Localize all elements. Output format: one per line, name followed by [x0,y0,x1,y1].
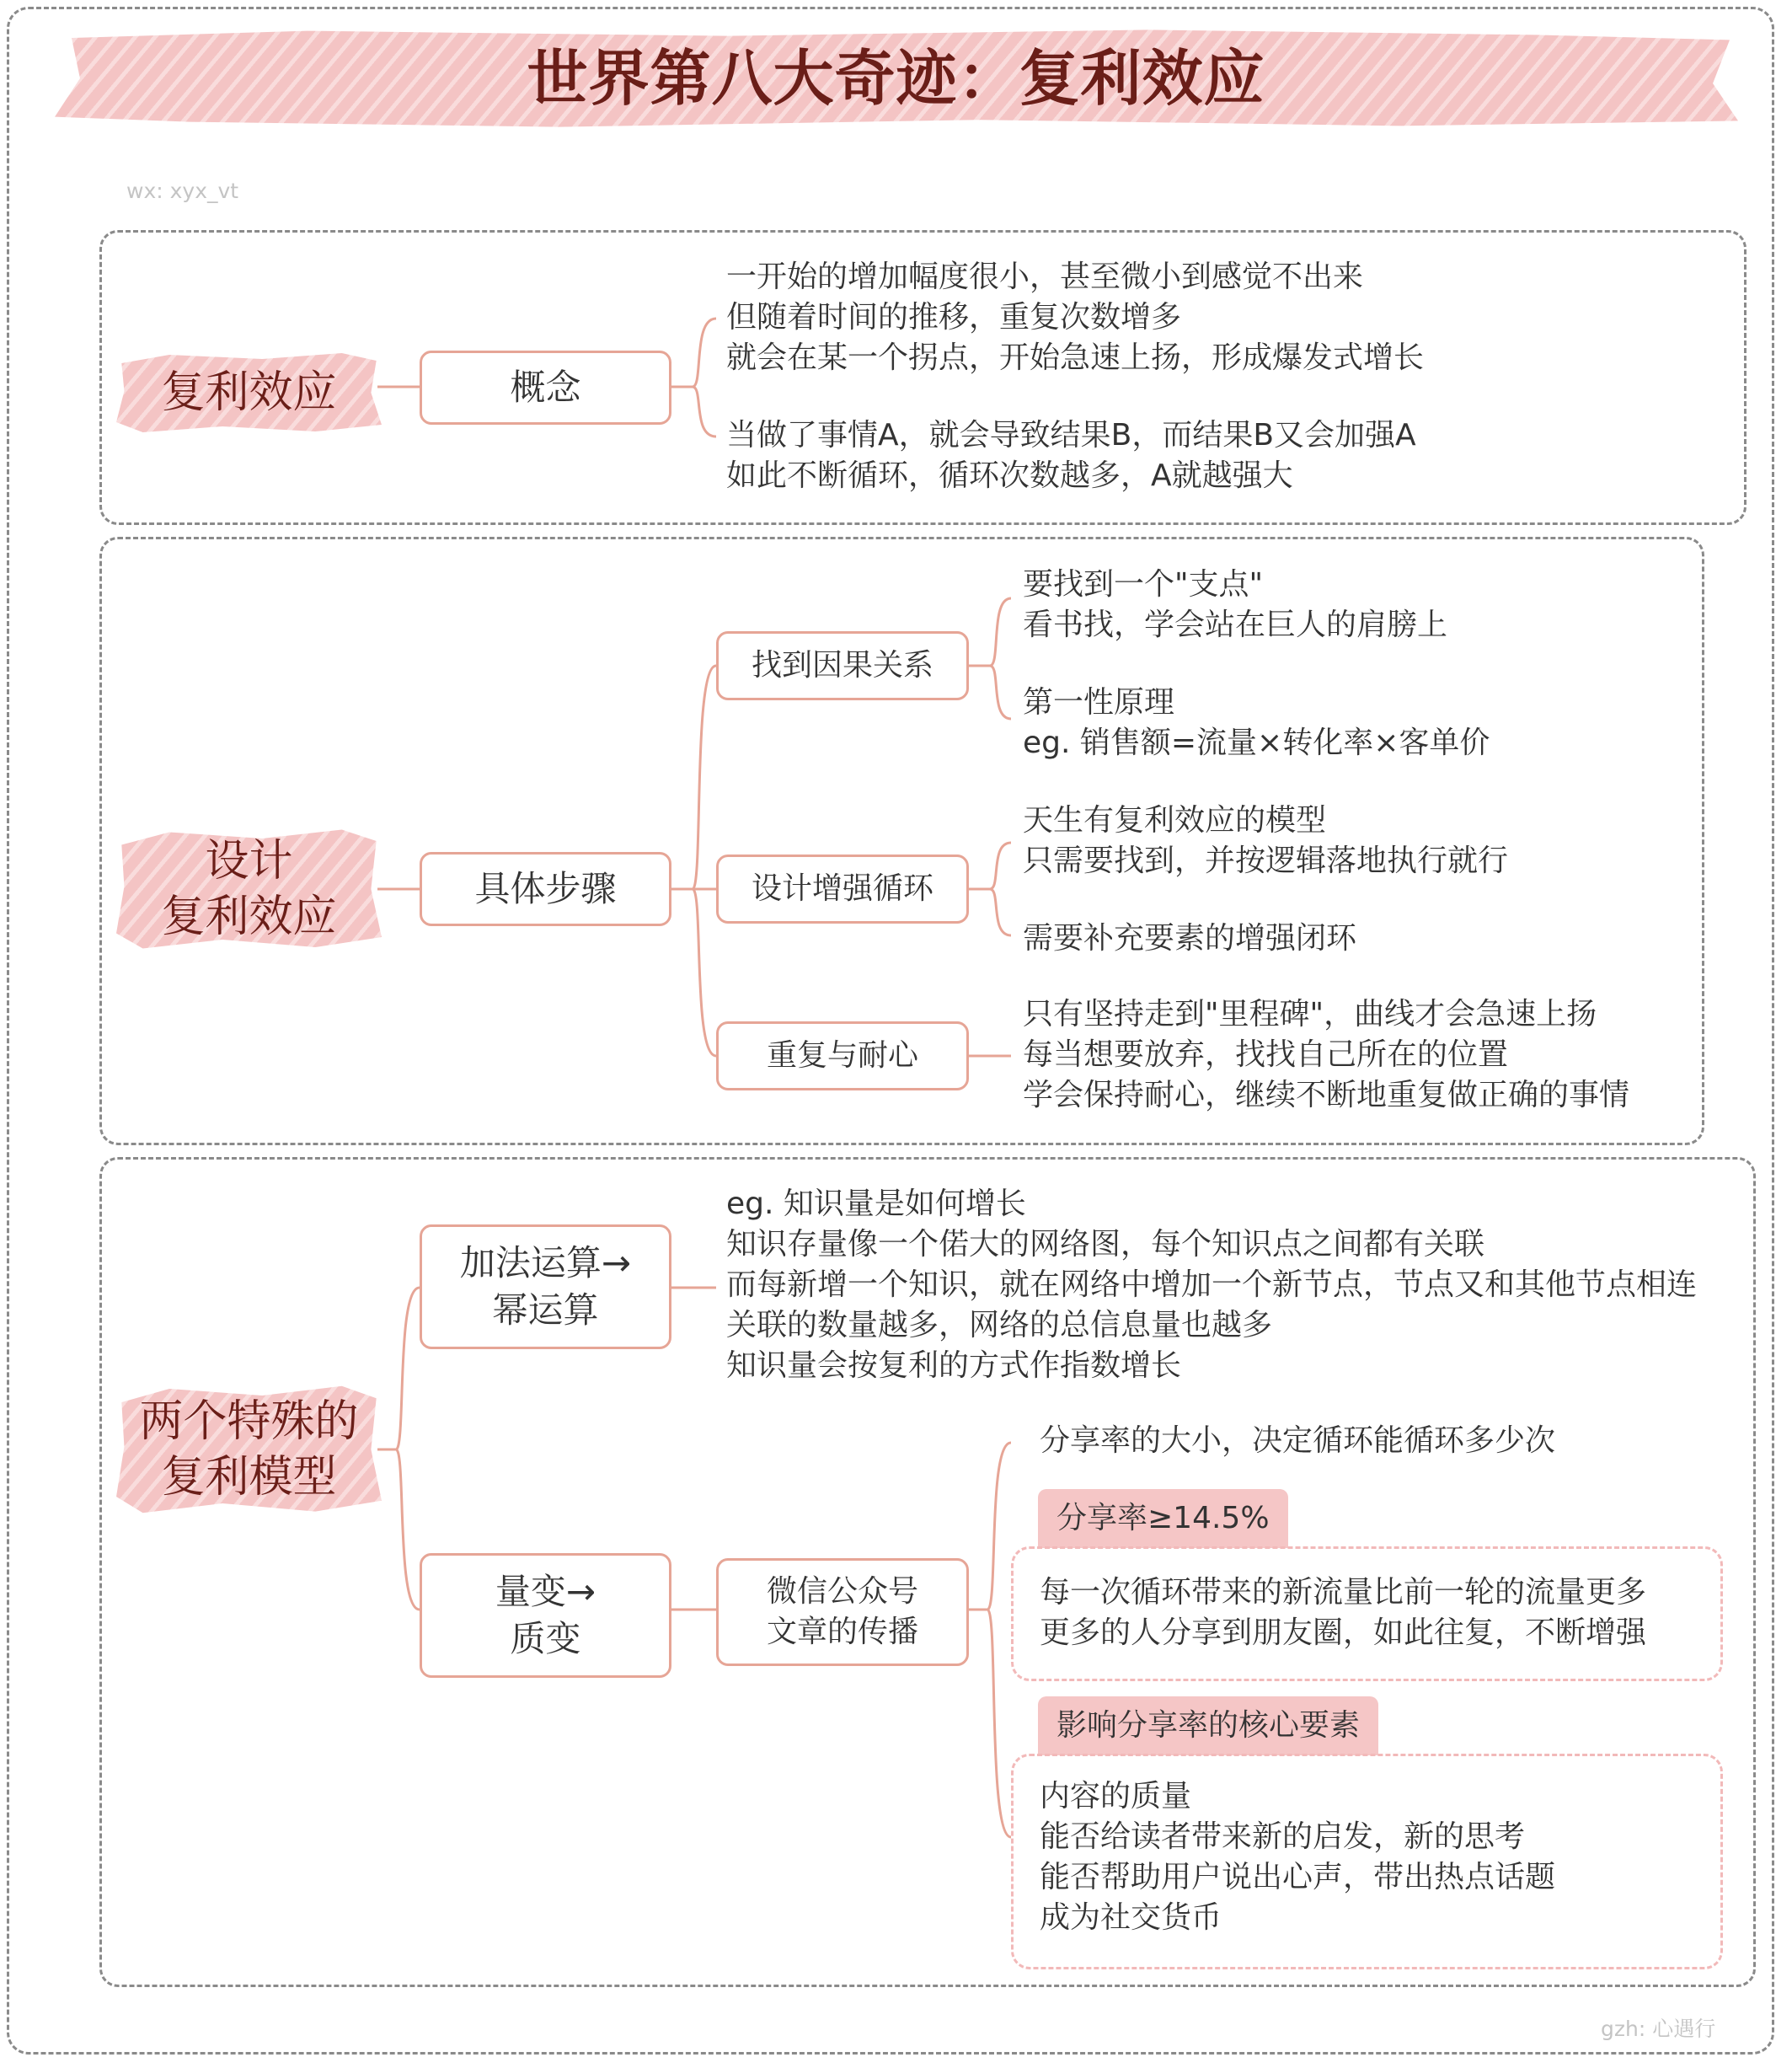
root-topic-two-models [116,1382,382,1517]
subnode-label-line1: 微信公众号 [766,1574,918,1609]
subnode-label: 找到因果关系 [751,648,933,683]
subnode-label: 重复与耐心 [766,1038,918,1073]
tag-core-factors: 影响分享率的核心要素 [1038,1696,1378,1755]
leaf-growth-loop-text [1040,1572,1646,1653]
text-line: 第一性原理 [1023,685,1175,720]
leaf-knowledge-growth-text [726,1184,1697,1386]
leaf-find-causality-text [1023,565,1490,763]
text-line: 只有坚持走到"里程碑"，曲线才会急速上扬 [1023,997,1597,1031]
text-line: 分享率的大小，决定循环能循环多少次 [1040,1423,1556,1458]
text-line: 每一次循环带来的新流量比前一轮的流量更多 [1040,1575,1647,1610]
watermark-top: wx: xyx_vt [126,179,239,203]
text-line: 每当想要放弃，找找自己所在的位置 [1023,1037,1509,1072]
text-line: 学会保持耐心，继续不断地重复做正确的事情 [1023,1078,1630,1112]
text-line: 就会在某一个拐点，开始急速上扬，形成爆发式增长 [726,340,1425,375]
leaf-concept-text [726,257,1424,496]
node-quantity-to-quality [420,1553,671,1678]
node-label-line2: 幂运算 [492,1289,599,1331]
root-topic-design [116,826,382,952]
node-concept [420,351,671,425]
text-line: 天生有复利效应的模型 [1023,803,1327,838]
text-line: eg. 知识量是如何增长 [726,1187,1026,1221]
node-addition-to-power [420,1224,671,1349]
subnode-repeat-patience [716,1021,969,1090]
text-line: 要找到一个"支点" [1023,567,1264,602]
text-line [1023,646,1490,683]
leaf-core-factors-text [1040,1776,1555,1938]
root-label-line2: 复利效应 [161,892,337,942]
text-line: 知识量会按复利的方式作指数增长 [726,1348,1182,1383]
text-line: eg. 销售额=流量×转化率×客单价 [1023,726,1490,760]
text-line: 关联的数量越多，网络的总信息量也越多 [726,1308,1273,1342]
text-line [1023,881,1508,919]
leaf-share-rate [1040,1421,1555,1461]
node-label: 具体步骤 [474,868,617,909]
node-label-line1: 量变→ [495,1571,596,1612]
leaf-repeat-patience-text [1023,994,1629,1116]
subnode-wechat-spread [716,1558,969,1666]
root-topic-compound-effect [116,351,382,435]
root-label-line2: 复利模型 [161,1452,337,1503]
page-title: 世界第八大奇迹：复利效应 [527,43,1265,114]
subnode-design-loop [716,855,969,924]
node-steps [420,852,671,926]
root-label-line1: 设计 [205,836,293,887]
text-line [726,378,1424,415]
text-line: 而每新增一个知识，就在网络中增加一个新节点，节点又和其他节点相连 [726,1267,1698,1302]
text-line: 知识存量像一个偌大的网络图，每个知识点之间都有关联 [726,1227,1485,1262]
text-line: 当做了事情A，就会导致结果B，而结果B又会加强A [726,418,1416,453]
subnode-label-line2: 文章的传播 [766,1615,918,1649]
tag-share-rate-threshold: 分享率≥14.5% [1038,1489,1288,1548]
node-label-line2: 质变 [510,1618,581,1659]
text-line: 能否帮助用户说出心声，带出热点话题 [1040,1860,1556,1894]
subnode-find-causality [716,631,969,700]
leaf-design-loop-text [1023,801,1508,959]
node-label: 概念 [510,367,581,408]
text-line: 一开始的增加幅度很小，甚至微小到感觉不出来 [726,260,1364,294]
text-line: 能否给读者带来新的启发，新的思考 [1040,1819,1526,1854]
root-label-line1: 两个特殊的 [139,1396,359,1447]
text-line: 需要补充要素的增强闭环 [1023,921,1357,956]
root-label: 复利效应 [161,367,337,418]
text-line: 只需要找到，并按逻辑落地执行就行 [1023,844,1509,878]
text-line: 更多的人分享到朋友圈，如此往复，不断增强 [1040,1615,1647,1650]
text-line: 如此不断循环，循环次数越多，A就越强大 [726,458,1293,493]
text-line: 看书找，学会站在巨人的肩膀上 [1023,608,1448,642]
text-line: 但随着时间的推移，重复次数增多 [726,300,1182,335]
watermark-bottom: gzh: 心遇行 [1601,2017,1716,2041]
text-line: 成为社交货币 [1040,1900,1222,1935]
node-label-line1: 加法运算→ [459,1242,632,1283]
subnode-label: 设计增强循环 [751,871,933,906]
text-line: 内容的质量 [1040,1779,1192,1814]
